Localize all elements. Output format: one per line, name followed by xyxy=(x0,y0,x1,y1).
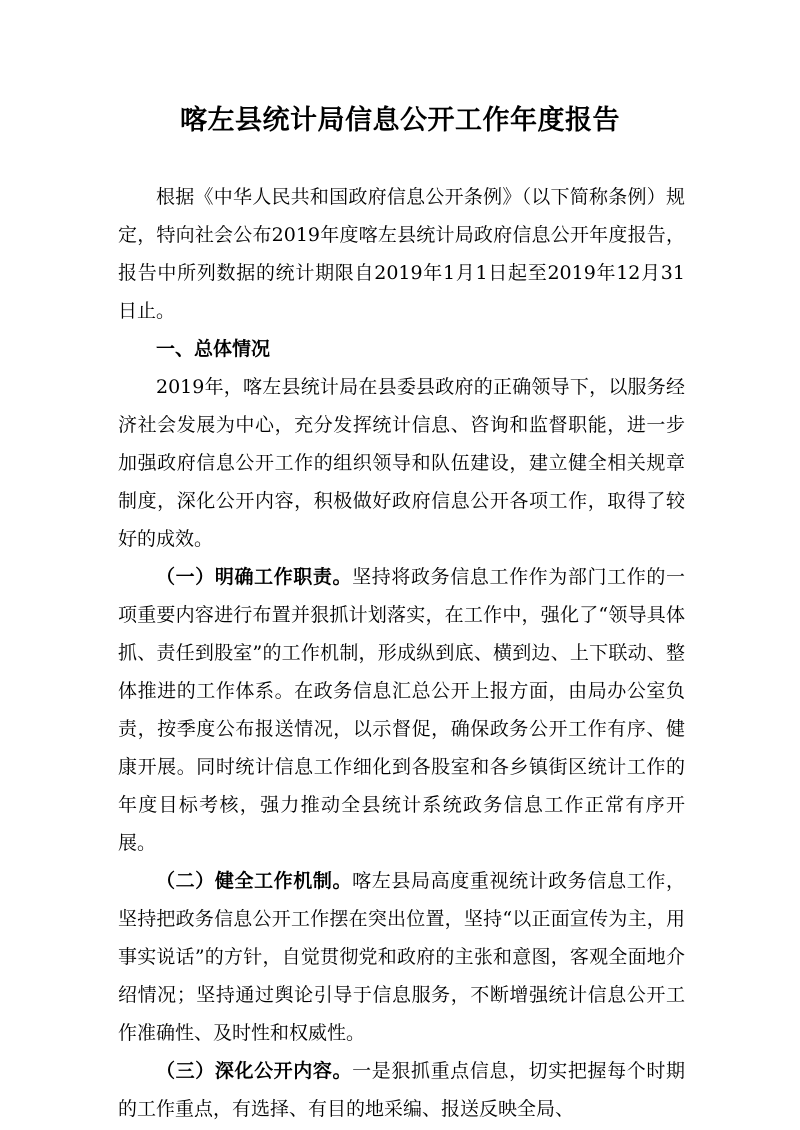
item-paragraph-3 xyxy=(118,1052,685,1128)
item-lead-2: （二）健全工作机制。 xyxy=(156,870,353,892)
document-body xyxy=(118,178,685,1128)
item-lead-3: （三）深化公开内容。 xyxy=(156,1060,353,1082)
item-paragraph-2 xyxy=(118,862,685,1052)
section-heading-overview: 一、总体情况 xyxy=(156,338,271,360)
item-text-1: 坚持将政务信息工作作为部门工作的一项重要内容进行布置并狠抓计划落实，在工作中，强化了“领导具体抓、责任到股室”的工作机制，形成纵到底、横到边、上下联动、整体推进的工作体系。在政务信息汇总公开上报方面，由局办公室负责，按季度公布报送情况，以示督促，确保政务公开工作有序、健康开展。同时统计信息工作细化到各股室和各乡镇街区统计工作的年度目标考核，强力推动全县统计系统政务信息工作正常有序开展。 xyxy=(118,566,685,854)
item-text-3: 一是狠抓重点信息，切实把握每个时期的工作重点，有选择、有目的地采编、报送反映全局、 xyxy=(118,1060,685,1120)
item-text-2: 喀左县局高度重视统计政务信息工作，坚持把政务信息公开工作摆在突出位置，坚持“以正面宣传为主，用事实说话”的方针，自觉贯彻党和政府的主张和意图，客观全面地介绍情况；坚持通过舆论引导于信息服务，不断增强统计信息公开工作准确性、及时性和权威性。 xyxy=(118,870,685,1044)
intro-paragraph: 根据《中华人民共和国政府信息公开条例》（以下简称条例）规定，特向社会公布2019年度喀左县统计局政府信息公开年度报告，报告中所列数据的统计期限自2019年1月1日起至2019年12月31日止。 xyxy=(118,186,685,322)
item-paragraph-1 xyxy=(118,558,685,862)
item-lead-1: （一）明确工作职责。 xyxy=(156,566,353,588)
overview-paragraph: 2019年，喀左县统计局在县委县政府的正确领导下，以服务经济社会发展为中心，充分发挥统计信息、咨询和监督职能，进一步加强政府信息公开工作的组织领导和队伍建设，建立健全相关规章制度，深化公开内容，积极做好政府信息公开各项工作，取得了较好的成效。 xyxy=(118,376,685,550)
document-title: 喀左县统计局信息公开工作年度报告 xyxy=(180,105,620,136)
